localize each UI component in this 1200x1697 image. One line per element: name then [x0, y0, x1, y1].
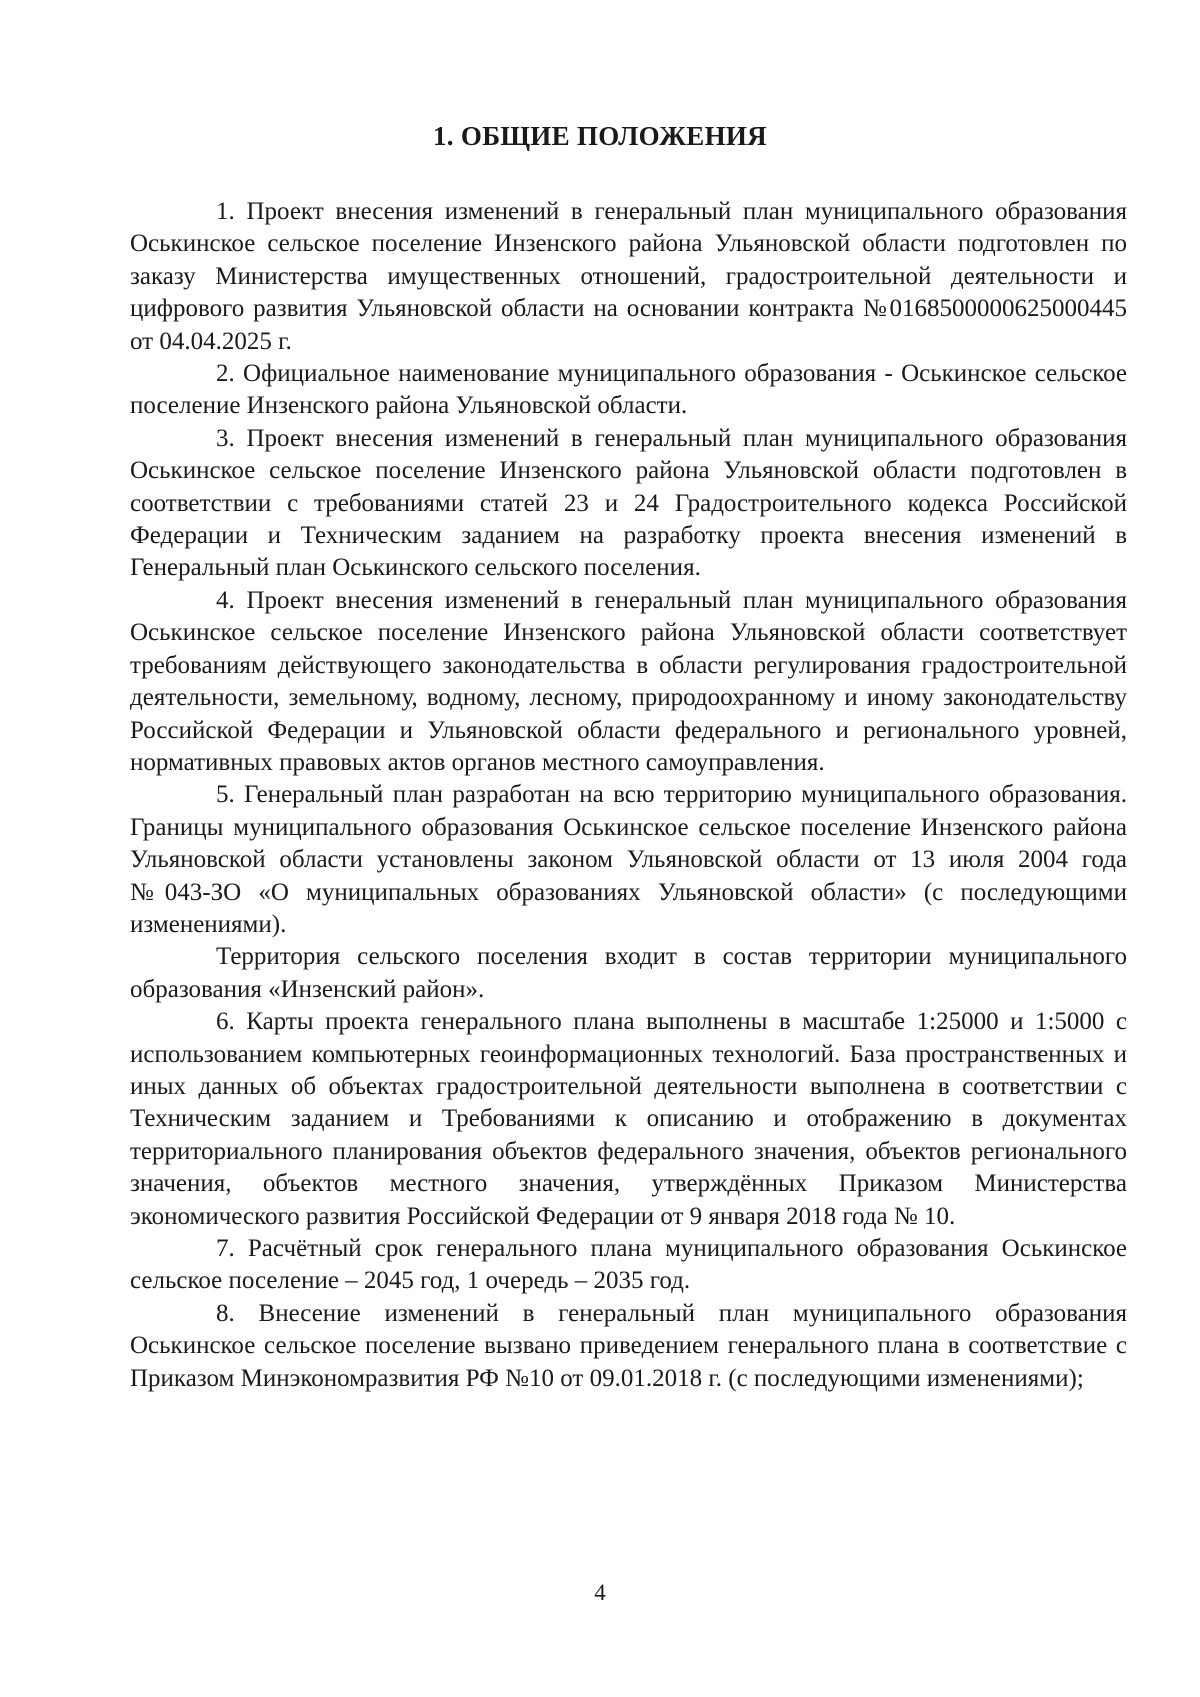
paragraph-3: 3. Проект внесения изменений в генеральный план муниципального образования Оськинское сельское поселение Инзенского района Ульяновской области подготовлен в соответствии с требованиями статей 23 и 24 Градостроительного кодекса Российской Федерации и Техническим заданием на разработку проекта внесения изменений в Генеральный план Оськинского сельского поселения.	[130, 424, 1127, 582]
paragraph-4: 4. Проект внесения изменений в генеральный план муниципального образования Оськинское сельское поселение Инзенского района Ульяновской области соответствует требованиям действующего законодательства в области регулирования градостроительной деятельности, земельному, водному, лесному, природоохранному и иному законодательству Российской Федерации и Ульяновской области федерального и регионального уровней, нормативных правовых актов органов местного самоуправления.	[130, 586, 1127, 776]
page-number: 4	[594, 1580, 606, 1605]
paragraph-1: 1. Проект внесения изменений в генеральный план муниципального образования Оськинское сельское поселение Инзенского района Ульяновской области подготовлен по заказу Министерства имущественных отношений, градостроительной деятельности и цифрового развития Ульяновской области на основании контракта №0168500000625000445 от 04.04.2025 г.	[130, 198, 1127, 355]
paragraph-5-continuation: Территория сельского поселения входит в состав территории муниципального образования «Инзенский район».	[130, 943, 1127, 1003]
paragraph-5: 5. Генеральный план разработан на всю территорию муниципального образования. Границы муниципального образования Оськинское сельское поселение Инзенского района Ульяновской области установлены законом Ульяновской области от 13 июля 2004 года №043-ЗО «О муниципальных образованиях Ульяновской области» (с последующими изменениями).	[130, 781, 1127, 938]
document-body	[130, 196, 1127, 1395]
paragraph-8: 8. Внесение изменений в генеральный план муниципального образования Оськинское сельское поселение вызвано приведением генерального плана в соответствие с Приказом Минэкономразвития РФ №10 от 09.01.2018 г. (с последующими изменениями);	[130, 1299, 1127, 1392]
paragraph-7: 7. Расчётный срок генерального плана муниципального образования Оськинское сельское поселение – 2045 год, 1 очередь – 2035 год.	[130, 1235, 1127, 1295]
section-title: 1. ОБЩИЕ ПОЛОЖЕНИЯ	[433, 121, 767, 151]
paragraph-6: 6. Карты проекта генерального плана выполнены в масштабе 1:25000 и 1:5000 с использованием компьютерных геоинформационных технологий. База пространственных и иных данных об объектах градостроительной деятельности выполнена в соответствии с Техническим заданием и Требованиями к описанию и отображению в документах территориального планирования объектов федерального значения, объектов регионального значения, объектов местного значения, утверждённых Приказом Министерства экономического развития Российской Федерации от 9 января 2018 года № 10.	[130, 1008, 1127, 1230]
paragraph-2: 2. Официальное наименование муниципального образования - Оськинское сельское поселение Инзенского района Ульяновской области.	[130, 360, 1127, 420]
